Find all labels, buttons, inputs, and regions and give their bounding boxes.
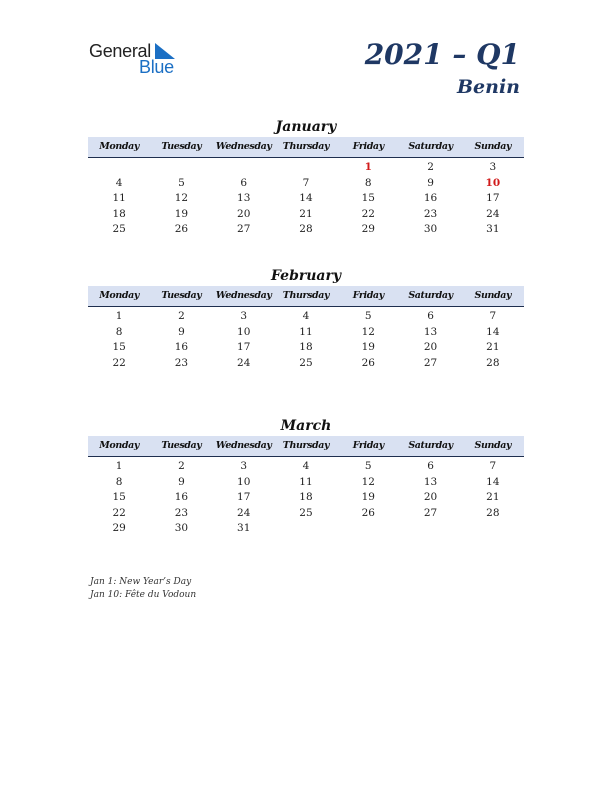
day-cell: 10 xyxy=(237,325,251,338)
day-cell: 23 xyxy=(174,356,189,369)
weekday-label: Sunday xyxy=(474,290,512,301)
weekday-label: Tuesday xyxy=(161,290,202,301)
day-cell: 8 xyxy=(115,325,123,338)
week-row xyxy=(88,309,524,325)
day-cell: 24 xyxy=(237,506,251,519)
weekday-label: Thursday xyxy=(282,440,330,451)
day-cell: 31 xyxy=(237,522,251,534)
month-name: January xyxy=(275,119,337,135)
weekday-label: Monday xyxy=(99,290,139,301)
day-cell: 19 xyxy=(361,341,375,353)
day-cell: 21 xyxy=(299,207,313,220)
day-cell: 9 xyxy=(178,325,185,338)
weekday-label: Sunday xyxy=(474,141,512,152)
day-cell: 21 xyxy=(486,491,500,503)
day-cell: 15 xyxy=(112,491,126,503)
day-cell: 27 xyxy=(423,356,438,369)
day-cell: 3 xyxy=(240,460,248,472)
day-cell: 28 xyxy=(486,506,500,519)
weekday-label: Sunday xyxy=(474,440,512,451)
day-cell: 12 xyxy=(361,325,375,338)
day-cell: 28 xyxy=(299,223,313,235)
day-cell: 12 xyxy=(174,192,189,204)
day-cell xyxy=(150,160,212,176)
day-cell: 13 xyxy=(423,475,438,488)
day-cell: 13 xyxy=(237,192,251,204)
day-cell: 4 xyxy=(115,176,123,189)
month-calendar xyxy=(88,416,524,537)
day-cell: 1 xyxy=(364,161,372,173)
day-cell: 19 xyxy=(361,491,375,503)
day-cell: 3 xyxy=(489,161,497,173)
day-cell: 31 xyxy=(486,223,500,235)
weekday-label: Saturday xyxy=(408,440,453,451)
day-cell: 6 xyxy=(427,460,434,472)
day-cell xyxy=(213,160,275,176)
day-cell: 11 xyxy=(112,192,126,204)
page-title: 2021 – Q1 xyxy=(364,38,520,71)
day-cell: 4 xyxy=(302,310,310,322)
day-cell: 16 xyxy=(423,192,438,204)
weekday-label: Thursday xyxy=(282,290,330,301)
day-cell: 18 xyxy=(112,207,126,220)
month-calendar xyxy=(88,117,524,238)
day-cell: 2 xyxy=(427,161,434,173)
day-cell: 15 xyxy=(361,192,375,204)
day-cell: 15 xyxy=(112,341,126,353)
weekday-label: Thursday xyxy=(282,141,330,152)
day-cell: 14 xyxy=(486,325,500,338)
day-cell: 6 xyxy=(427,310,434,322)
day-cell: 27 xyxy=(237,223,251,235)
week-row xyxy=(88,176,524,192)
week-row xyxy=(88,340,524,356)
day-cell: 22 xyxy=(112,356,126,369)
day-cell: 25 xyxy=(299,506,313,519)
day-cell: 24 xyxy=(486,207,500,220)
day-cell: 22 xyxy=(112,506,126,519)
week-row xyxy=(88,475,524,491)
weekday-header xyxy=(88,436,524,457)
weekday-label: Friday xyxy=(352,141,384,152)
day-cell: 18 xyxy=(299,341,313,353)
weekday-label: Friday xyxy=(352,440,384,451)
day-cell: 2 xyxy=(178,460,185,472)
week-row xyxy=(88,191,524,207)
day-cell: 14 xyxy=(486,475,500,488)
day-cell: 10 xyxy=(485,176,501,189)
logo xyxy=(89,41,199,77)
day-cell: 24 xyxy=(237,356,251,369)
day-cell: 11 xyxy=(299,475,313,488)
day-cell: 25 xyxy=(299,356,313,369)
day-cell: 26 xyxy=(361,506,375,519)
weekday-label: Saturday xyxy=(408,141,453,152)
day-cell: 16 xyxy=(174,341,189,353)
logo-text-blue: Blue xyxy=(139,57,174,77)
day-cell: 9 xyxy=(427,176,434,189)
weekday-label: Monday xyxy=(99,141,139,152)
day-cell: 23 xyxy=(174,506,189,519)
month-calendar xyxy=(88,266,524,371)
day-cell: 21 xyxy=(486,341,500,353)
weekday-label: Wednesday xyxy=(215,290,272,301)
day-cell: 17 xyxy=(237,341,251,353)
week-row xyxy=(88,325,524,341)
day-cell: 20 xyxy=(423,341,438,353)
month-name: March xyxy=(280,418,332,434)
day-cell: 27 xyxy=(423,506,438,519)
day-cell: 19 xyxy=(174,207,189,220)
holiday-notes xyxy=(90,576,196,602)
week-row xyxy=(88,356,524,372)
week-row xyxy=(88,160,524,176)
day-cell: 2 xyxy=(178,310,185,322)
day-cell: 8 xyxy=(115,475,123,488)
day-cell: 7 xyxy=(489,460,497,472)
day-cell: 18 xyxy=(299,491,313,503)
day-cell: 20 xyxy=(237,207,251,220)
day-cell: 10 xyxy=(237,475,251,488)
day-cell xyxy=(275,160,337,176)
day-cell: 22 xyxy=(361,207,375,220)
weekday-label: Wednesday xyxy=(215,440,272,451)
day-cell: 29 xyxy=(361,223,375,235)
day-cell xyxy=(399,521,461,537)
weekday-label: Tuesday xyxy=(161,141,202,152)
weekday-header xyxy=(88,137,524,158)
week-row xyxy=(88,521,524,537)
day-cell: 13 xyxy=(423,325,438,338)
day-cell: 17 xyxy=(486,192,500,204)
day-cell xyxy=(337,521,399,537)
day-cell xyxy=(462,521,524,537)
day-cell: 25 xyxy=(112,223,126,235)
week-row xyxy=(88,222,524,238)
week-row xyxy=(88,459,524,475)
weekday-label: Wednesday xyxy=(215,141,272,152)
day-cell: 1 xyxy=(115,310,123,322)
day-cell: 14 xyxy=(299,192,313,204)
day-cell: 7 xyxy=(489,310,497,322)
day-cell: 5 xyxy=(364,310,372,322)
day-cell: 29 xyxy=(112,522,126,534)
day-cell: 4 xyxy=(302,460,310,472)
day-cell: 6 xyxy=(240,176,248,189)
day-cell: 1 xyxy=(115,460,123,472)
logo-text-general: General xyxy=(89,41,151,61)
day-cell: 3 xyxy=(240,310,248,322)
day-cell: 30 xyxy=(423,223,438,235)
day-cell: 5 xyxy=(178,176,185,189)
weekday-header xyxy=(88,286,524,307)
day-cell: 7 xyxy=(302,176,310,189)
day-cell: 16 xyxy=(174,491,189,503)
week-row xyxy=(88,506,524,522)
day-cell: 11 xyxy=(299,325,313,338)
day-cell: 20 xyxy=(423,491,438,503)
day-cell: 26 xyxy=(174,223,189,235)
weekday-label: Monday xyxy=(99,440,139,451)
weekday-label: Saturday xyxy=(408,290,453,301)
day-cell: 28 xyxy=(486,356,500,369)
day-cell xyxy=(88,160,150,176)
day-cell: 30 xyxy=(174,522,189,534)
weekday-label: Tuesday xyxy=(161,440,202,451)
day-cell: 12 xyxy=(361,475,375,488)
day-cell: 26 xyxy=(361,356,375,369)
day-cell: 5 xyxy=(364,460,372,472)
day-cell: 23 xyxy=(423,207,438,220)
holiday-note: Jan 10: Fête du Vodoun xyxy=(90,590,197,600)
day-cell: 8 xyxy=(364,176,372,189)
weekday-label: Friday xyxy=(352,290,384,301)
day-cell: 9 xyxy=(178,475,185,488)
week-row xyxy=(88,207,524,223)
holiday-note: Jan 1: New Year’s Day xyxy=(90,577,192,587)
month-name: February xyxy=(270,268,341,284)
day-cell xyxy=(275,521,337,537)
day-cell: 17 xyxy=(237,491,251,503)
week-row xyxy=(88,490,524,506)
country-name: Benin xyxy=(457,76,520,98)
